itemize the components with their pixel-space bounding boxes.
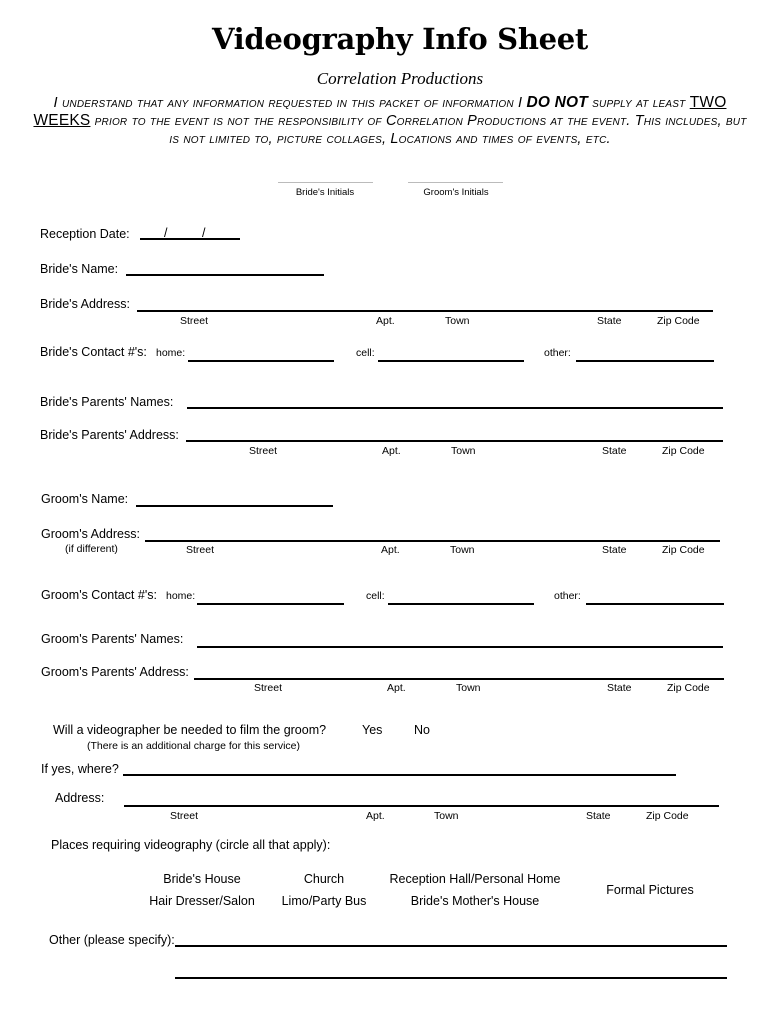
place-option-limo[interactable]: Limo/Party Bus [281, 894, 367, 908]
town-caption: Town [434, 810, 459, 822]
zip-caption: Zip Code [662, 445, 705, 457]
additional-charge-note: (There is an additional charge for this service) [87, 740, 301, 752]
zip-caption: Zip Code [662, 544, 705, 556]
town-caption: Town [456, 682, 481, 694]
groom-location-address-label: Address: [55, 791, 105, 805]
place-option-brides-house[interactable]: Bride's House [163, 872, 241, 886]
if-yes-where-label: If yes, where? [41, 762, 119, 776]
page-title: Videography Info Sheet [211, 22, 589, 56]
places-label: Places requiring videography (circle all that apply): [51, 838, 331, 852]
brides-other-phone-field[interactable] [576, 360, 714, 362]
street-caption: Street [180, 315, 209, 327]
brides-parents-names-label: Bride's Parents' Names: [40, 395, 174, 409]
other-places-field[interactable] [175, 945, 727, 947]
home-caption: home: [166, 590, 196, 602]
groom-location-address-field[interactable] [124, 805, 719, 807]
company-name: Correlation Productions [316, 69, 484, 88]
state-caption: State [586, 810, 611, 822]
brides-name-label: Bride's Name: [40, 262, 119, 276]
place-option-hair-salon[interactable]: Hair Dresser/Salon [149, 894, 255, 908]
apt-caption: Apt. [381, 544, 400, 556]
grooms-initials-label: Groom's Initials [423, 187, 489, 198]
grooms-parents-names-label: Groom's Parents' Names: [41, 632, 184, 646]
apt-caption: Apt. [376, 315, 395, 327]
address-note: (if different) [65, 543, 118, 555]
yes-option[interactable]: Yes [362, 723, 383, 737]
brides-name-field[interactable] [126, 274, 324, 276]
brides-home-phone-field[interactable] [188, 360, 334, 362]
brides-cell-phone-field[interactable] [378, 360, 524, 362]
cell-caption: cell: [356, 347, 375, 359]
brides-initials-label: Bride's Initials [295, 187, 355, 198]
grooms-address-field[interactable] [145, 540, 720, 542]
street-caption: Street [249, 445, 278, 457]
other-caption: other: [544, 347, 571, 359]
place-option-brides-mothers-house[interactable]: Bride's Mother's House [410, 894, 540, 908]
reception-date-label: Reception Date: [40, 227, 130, 241]
brides-parents-address-field[interactable] [186, 440, 723, 442]
zip-caption: Zip Code [657, 315, 700, 327]
town-caption: Town [451, 445, 476, 457]
place-option-church[interactable]: Church [303, 872, 345, 886]
other-places-field-2[interactable] [175, 977, 727, 979]
state-caption: State [597, 315, 622, 327]
grooms-parents-names-field[interactable] [197, 646, 723, 648]
responsibility-notice [30, 94, 750, 148]
street-caption: Street [254, 682, 283, 694]
grooms-initials-line[interactable] [408, 182, 503, 183]
place-option-formal-pictures[interactable]: Formal Pictures [606, 883, 694, 897]
brides-initials-line[interactable] [278, 182, 373, 183]
notice-text-3: prior to the event is not the responsibility of Correlation Productions at the event. This includes, but is not limited to, picture collages, Locations and times of events, etc. [90, 113, 747, 147]
reception-date-field[interactable] [140, 238, 240, 240]
notice-underline: TWO WEEKS [33, 94, 727, 129]
notice-emphasis: DO NOT [526, 94, 588, 111]
apt-caption: Apt. [387, 682, 406, 694]
grooms-address-label: Groom's Address: [41, 527, 140, 541]
zip-caption: Zip Code [646, 810, 689, 822]
apt-caption: Apt. [382, 445, 401, 457]
film-groom-question: Will a videographer be needed to film the groom? [53, 723, 327, 737]
other-caption: other: [554, 590, 581, 602]
brides-contact-label: Bride's Contact #'s: [40, 345, 147, 359]
brides-parents-names-field[interactable] [187, 407, 723, 409]
grooms-name-field[interactable] [136, 505, 333, 507]
brides-parents-address-label: Bride's Parents' Address: [40, 428, 179, 442]
town-caption: Town [445, 315, 470, 327]
no-option[interactable]: No [414, 723, 430, 737]
zip-caption: Zip Code [667, 682, 710, 694]
grooms-parents-address-field[interactable] [194, 678, 724, 680]
apt-caption: Apt. [366, 810, 385, 822]
grooms-other-phone-field[interactable] [586, 603, 724, 605]
grooms-parents-address-label: Groom's Parents' Address: [41, 665, 189, 679]
notice-text-1: I understand that any information requested in this packet of information I [53, 95, 527, 111]
home-caption: home: [156, 347, 186, 359]
other-places-label: Other (please specify): [49, 933, 175, 947]
grooms-cell-phone-field[interactable] [388, 603, 534, 605]
place-option-reception-hall[interactable]: Reception Hall/Personal Home [389, 872, 561, 886]
street-caption: Street [186, 544, 215, 556]
notice-text-2: supply at least [587, 95, 690, 111]
brides-address-label: Bride's Address: [40, 297, 130, 311]
cell-caption: cell: [366, 590, 385, 602]
date-separator: / [164, 226, 168, 240]
grooms-home-phone-field[interactable] [197, 603, 344, 605]
street-caption: Street [170, 810, 199, 822]
state-caption: State [607, 682, 632, 694]
if-yes-where-field[interactable] [123, 774, 676, 776]
date-separator: / [202, 226, 206, 240]
town-caption: Town [450, 544, 475, 556]
grooms-name-label: Groom's Name: [41, 492, 129, 506]
state-caption: State [602, 445, 627, 457]
state-caption: State [602, 544, 627, 556]
brides-address-field[interactable] [137, 310, 713, 312]
grooms-contact-label: Groom's Contact #'s: [41, 588, 157, 602]
